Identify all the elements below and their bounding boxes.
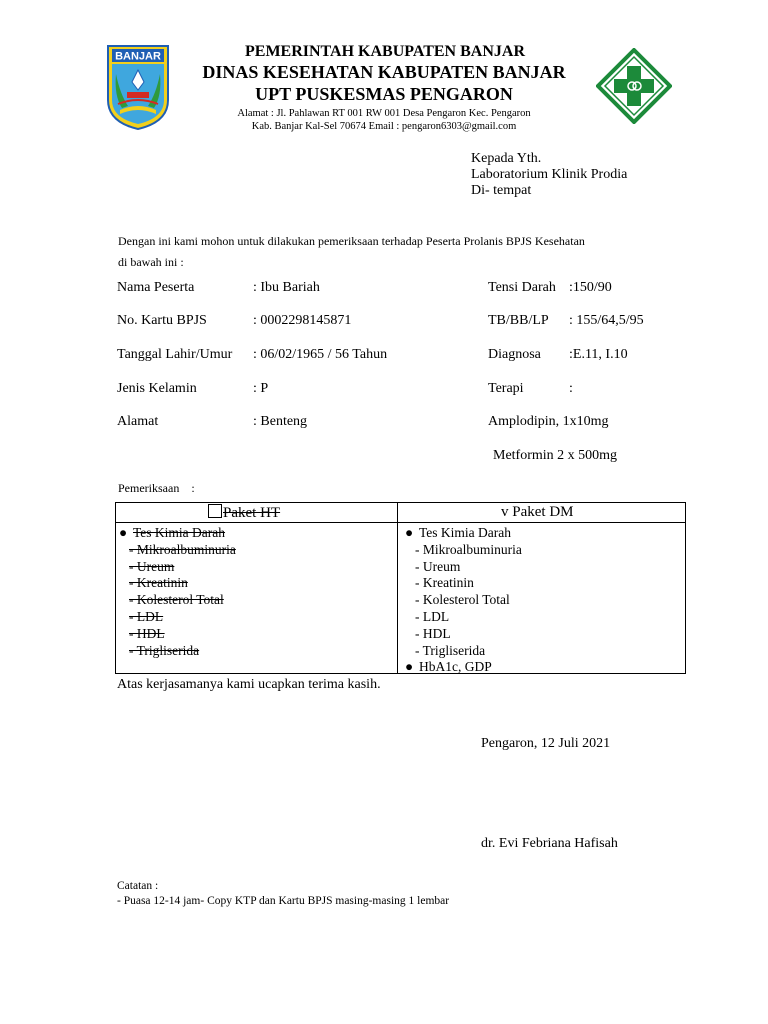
paket-dm-item — [405, 525, 522, 542]
tb-bb-lp-value: : 155/64,5/95 — [569, 313, 644, 328]
dob-age-value: : 06/02/1965 / 56 Tahun — [253, 347, 388, 362]
paket-dm-item-text: - Mikroalbuminuria — [415, 541, 522, 557]
notes-label: Catatan : — [117, 880, 159, 892]
bullet-icon: ● — [119, 525, 128, 540]
diagnosis-label: Diagnosa — [488, 347, 541, 362]
bullet-icon: ● — [405, 659, 414, 675]
address-label: Alamat — [117, 414, 159, 429]
sex-value: : P — [253, 381, 269, 396]
bpjs-card-label: No. Kartu BPJS — [117, 313, 207, 328]
recipient-line-3: Di- tempat — [471, 183, 532, 198]
table-column-divider — [397, 503, 398, 673]
paket-ht-item-text: - Trigliserida — [129, 642, 200, 658]
paket-ht-item — [119, 575, 236, 592]
paket-dm-item — [405, 592, 522, 609]
paket-dm-list — [405, 525, 522, 676]
notes-line-1: - Puasa 12-14 jam- Copy KTP dan Kartu BPJS masing-masing 1 lembar — [117, 895, 450, 907]
exam-label: Pemeriksaan : — [118, 481, 195, 495]
paket-ht-item-text: - Kolesterol Total — [129, 592, 224, 608]
paket-ht-title: Paket HT — [223, 505, 281, 521]
paket-ht-item — [119, 643, 236, 660]
paket-dm-item — [405, 542, 522, 559]
recipient-line-2: Laboratorium Klinik Prodia — [471, 167, 628, 182]
paket-dm-item — [405, 659, 522, 676]
paket-ht-header — [208, 504, 280, 522]
paket-dm-item-text: - LDL — [415, 608, 450, 624]
paket-dm-item — [405, 643, 522, 660]
paket-ht-item — [119, 559, 236, 576]
paket-dm-item — [405, 609, 522, 626]
paket-ht-item — [119, 626, 236, 643]
puskesmas-logo — [596, 48, 672, 124]
header-address-2: Kab. Banjar Kal-Sel 70674 Email : pengaron6303@gmail.com — [251, 121, 517, 132]
paket-dm-item — [405, 559, 522, 576]
recipient-line-1: Kepada Yth. — [471, 151, 542, 166]
therapy-item-2: Metformin 2 x 500mg — [493, 448, 618, 463]
therapy-label: Terapi — [488, 381, 524, 396]
patient-name-value: : Ibu Bariah — [253, 280, 320, 295]
patient-name-label: Nama Peserta — [117, 280, 195, 295]
paket-dm-item-text: - Ureum — [415, 558, 461, 574]
table-header-divider — [116, 522, 685, 523]
diagnosis-value: :E.11, I.10 — [569, 347, 628, 362]
paket-dm-item-text: - Kreatinin — [415, 575, 474, 591]
header-line-2: DINAS KESEHATAN KABUPATEN BANJAR — [202, 62, 566, 82]
paket-dm-item-text: Tes Kimia Darah — [419, 525, 512, 540]
header-address-1: Alamat : Jl. Pahlawan RT 001 RW 001 Desa Pengaron Kec. Pengaron — [237, 108, 531, 119]
paket-dm-item — [405, 626, 522, 643]
address-value: : Benteng — [253, 414, 308, 429]
paket-ht-item — [119, 609, 236, 626]
intro-line-1: Dengan ini kami mohon untuk dilakukan pemeriksaan terhadap Peserta Prolanis BPJS Kesehatan — [118, 234, 585, 248]
paket-dm-item-text: HbA1c, GDP — [419, 659, 492, 675]
paket-ht-item-text: - Ureum — [129, 558, 175, 574]
dob-age-label: Tanggal Lahir/Umur — [117, 347, 233, 362]
exam-package-table — [115, 502, 686, 674]
header-line-1: PEMERINTAH KABUPATEN BANJAR — [244, 43, 526, 60]
paket-ht-item — [119, 542, 236, 559]
paket-ht-item — [119, 525, 236, 542]
blood-pressure-value: :150/90 — [569, 280, 612, 295]
therapy-item-1: Amplodipin, 1x10mg — [488, 414, 609, 429]
paket-ht-item-text: - HDL — [129, 625, 165, 641]
header-line-3: UPT PUSKESMAS PENGARON — [255, 84, 513, 104]
place-date: Pengaron, 12 Juli 2021 — [481, 736, 611, 751]
paket-ht-item-text: Tes Kimia Darah — [133, 525, 226, 540]
paket-ht-item-text: - LDL — [129, 608, 164, 624]
blood-pressure-label: Tensi Darah — [488, 280, 556, 295]
therapy-colon: : — [569, 381, 573, 396]
paket-ht-list — [119, 525, 236, 659]
intro-line-2: di bawah ini : — [118, 255, 184, 269]
paket-dm-item-text: - Trigliserida — [415, 642, 486, 658]
signatory-name: dr. Evi Febriana Hafisah — [481, 836, 618, 851]
paket-ht-checkbox — [208, 504, 222, 518]
paket-dm-title: v Paket DM — [501, 504, 574, 520]
kabupaten-banjar-logo — [106, 44, 170, 130]
sex-label: Jenis Kelamin — [117, 381, 197, 396]
paket-ht-item — [119, 592, 236, 609]
paket-dm-item-text: - Kolesterol Total — [415, 592, 510, 608]
paket-ht-item-text: - Kreatinin — [129, 575, 188, 591]
banjar-logo-text: BANJAR — [115, 50, 161, 63]
tb-bb-lp-label: TB/BB/LP — [488, 313, 549, 328]
paket-ht-item-text: - Mikroalbuminuria — [129, 541, 236, 557]
paket-dm-item — [405, 575, 522, 592]
closing-text: Atas kerjasamanya kami ucapkan terima kasih. — [117, 677, 381, 692]
bpjs-card-value: : 0002298145871 — [253, 313, 352, 328]
bullet-icon: ● — [405, 525, 414, 540]
paket-dm-item-text: - HDL — [415, 625, 451, 641]
